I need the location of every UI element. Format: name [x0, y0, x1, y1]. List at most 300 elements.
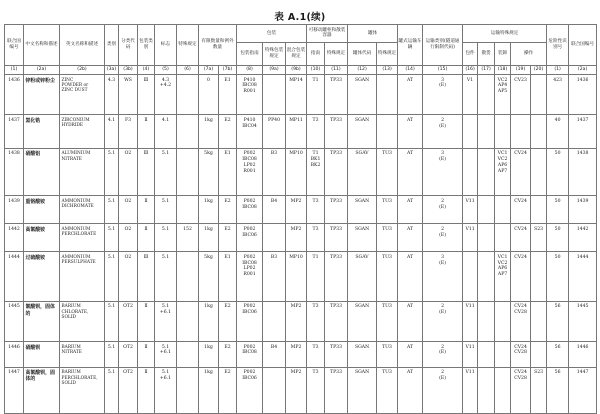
cell-portable-instructions: T3 — [307, 301, 325, 341]
cell-tank-code: SGAN — [348, 75, 377, 115]
cell-un-number-2: 1436 — [569, 75, 597, 115]
cell-spec-loading — [495, 301, 511, 341]
cell-spec-bulk — [478, 252, 495, 302]
cell-portable-instructions: T3 — [307, 224, 325, 252]
cell-chinese-name: 锌粉或锌粉尘 — [24, 75, 60, 115]
cell-spec-operation-a: CV24 CV28 — [511, 342, 531, 368]
header-english-name: 英文名称和描述 — [60, 25, 105, 66]
cell-un-number: 1436 — [5, 75, 24, 115]
cell-spec-operation-a: CV24 CV28 — [511, 367, 531, 413]
cell-portable-special: TP33 — [325, 252, 348, 302]
cell-packing-group: Ⅱ — [138, 367, 155, 413]
cell-labels: 5.1 — [155, 196, 177, 224]
cell-special-provisions — [177, 367, 199, 413]
cell-spec-operation-a: CV23 — [511, 75, 531, 115]
cell-limited-quantity: 1kg — [199, 301, 219, 341]
cell-tank-special: TU3 — [377, 252, 398, 302]
cell-chinese-name: 氢化锆 — [24, 115, 60, 149]
cell-tank-vehicle: AT — [398, 367, 423, 413]
cell-packing-instructions: P410 IBC04 — [237, 115, 263, 149]
column-index: (9b) — [286, 66, 307, 75]
cell-english-name: ALUMINIUM NITRATE — [60, 148, 105, 196]
cell-spec-operation-a: CV24 — [511, 252, 531, 302]
cell-tank-vehicle: AT — [398, 115, 423, 149]
cell-mixed-packing: MP2 — [286, 342, 307, 368]
column-index: (7a) — [199, 66, 219, 75]
cell-hazard-id: 50 — [547, 196, 569, 224]
cell-excepted-quantity: E2 — [219, 115, 237, 149]
cell-special-provisions: 152 — [177, 224, 199, 252]
cell-spec-operation-b: S23 — [531, 224, 547, 252]
cell-tank-special — [377, 115, 398, 149]
cell-portable-special: TP33 — [325, 224, 348, 252]
cell-spec-operation-a: CV24 — [511, 196, 531, 224]
cell-packing-instructions: P410 IBC08 R001 — [237, 75, 263, 115]
cell-hazard-id: 50 — [547, 252, 569, 302]
column-index: (14) — [398, 66, 423, 75]
column-index: (13) — [377, 66, 398, 75]
cell-special-provisions — [177, 75, 199, 115]
header-row-1 — [5, 25, 597, 43]
cell-mixed-packing: MP14 — [286, 75, 307, 115]
cell-excepted-quantity: E2 — [219, 301, 237, 341]
header-mixed-packing: 混合包装规定 — [286, 42, 307, 65]
cell-spec-loading: VC1 VC2 AP6 AP7 — [495, 148, 511, 196]
header-transport-category: 运输类别(隧道通行限制代码) — [423, 25, 463, 66]
cell-class: 5.1 — [105, 342, 119, 368]
cell-tank-special — [377, 75, 398, 115]
column-index: (17) — [478, 66, 495, 75]
cell-special-packing — [263, 367, 286, 413]
cell-portable-special: TP33 — [325, 148, 348, 196]
column-index: (2b) — [60, 66, 105, 75]
cell-packing-group: Ⅱ — [138, 301, 155, 341]
cell-hazard-id: 50 — [547, 148, 569, 196]
table-row — [5, 301, 597, 341]
cell-tank-code: SGAV — [348, 148, 377, 196]
cell-tank-vehicle: AT — [398, 301, 423, 341]
cell-classification-code: F3 — [119, 115, 138, 149]
cell-spec-bulk — [478, 75, 495, 115]
cell-spec-packages: V11 — [463, 301, 478, 341]
cell-chinese-name: 氯酸钡，固体的 — [24, 301, 60, 341]
cell-portable-instructions: T1 — [307, 252, 325, 302]
cell-excepted-quantity: E2 — [219, 224, 237, 252]
header-spec-loading: 装卸 — [495, 42, 511, 65]
header-packaging: 包装 — [237, 25, 307, 43]
cell-english-name: BARIUM PERCHLORATE, SOLID — [60, 367, 105, 413]
cell-class: 5.1 — [105, 196, 119, 224]
cell-special-packing: B4 — [263, 196, 286, 224]
cell-portable-instructions: T3 — [307, 196, 325, 224]
cell-un-number-2: 1442 — [569, 224, 597, 252]
header-spec-operation: 操作 — [511, 42, 547, 65]
cell-mixed-packing: MP2 — [286, 224, 307, 252]
column-index: (5) — [155, 66, 177, 75]
table-row — [5, 115, 597, 149]
column-index: (10) — [307, 66, 325, 75]
cell-tank-code: SGAN — [348, 196, 377, 224]
column-index: (19) — [511, 66, 531, 75]
header-classification-code: 分类代码 — [119, 25, 138, 66]
cell-excepted-quantity: E1 — [219, 252, 237, 302]
cell-portable-special: TP33 — [325, 196, 348, 224]
column-index: (3a) — [105, 66, 119, 75]
cell-tank-special: TU3 — [377, 342, 398, 368]
column-index: (6) — [177, 66, 199, 75]
cell-un-number-2: 1445 — [569, 301, 597, 341]
cell-packing-group: Ⅲ — [138, 75, 155, 115]
cell-spec-packages: V1 — [463, 75, 478, 115]
cell-special-packing — [263, 75, 286, 115]
header-hazard-id: 危险性识别号 — [547, 25, 569, 66]
cell-limited-quantity: 5kg — [199, 148, 219, 196]
cell-spec-bulk — [478, 342, 495, 368]
table-row — [5, 342, 597, 368]
cell-excepted-quantity: E2 — [219, 196, 237, 224]
table-row — [5, 367, 597, 413]
cell-un-number-2: 1439 — [569, 196, 597, 224]
table-title: 表 A.1(续) — [274, 12, 326, 23]
table-row — [5, 75, 597, 115]
header-tank-vehicle: 罐式运输车辆 — [398, 25, 423, 66]
cell-tank-special: TU3 — [377, 301, 398, 341]
cell-class: 4.3 — [105, 75, 119, 115]
cell-un-number: 1437 — [5, 115, 24, 149]
cell-un-number-2: 1438 — [569, 148, 597, 196]
cell-tank-code: SGAV — [348, 252, 377, 302]
cell-special-provisions — [177, 196, 199, 224]
cell-classification-code: OT2 — [119, 301, 138, 341]
cell-class: 5.1 — [105, 301, 119, 341]
column-index-row — [5, 66, 597, 75]
cell-portable-instructions: T1 BK1 BK2 — [307, 148, 325, 196]
cell-tank-special: TU3 — [377, 367, 398, 413]
header-labels: 标志 — [155, 25, 177, 66]
header-portable-instructions: 指南 — [307, 42, 325, 65]
cell-tank-vehicle: AT — [398, 342, 423, 368]
cell-special-provisions — [177, 148, 199, 196]
cell-chinese-name: 重铬酸铵 — [24, 196, 60, 224]
cell-hazard-id: 56 — [547, 342, 569, 368]
cell-chinese-name: 高氯酸铵 — [24, 224, 60, 252]
header-special-provisions: 特殊规定 — [177, 25, 199, 66]
cell-spec-operation-b — [531, 75, 547, 115]
cell-limited-quantity: 1kg — [199, 115, 219, 149]
cell-spec-bulk — [478, 224, 495, 252]
cell-spec-loading — [495, 367, 511, 413]
cell-spec-operation-b — [531, 301, 547, 341]
cell-special-provisions — [177, 115, 199, 149]
cell-limited-quantity: 1kg — [199, 367, 219, 413]
cell-un-number: 1444 — [5, 252, 24, 302]
cell-special-provisions — [177, 252, 199, 302]
cell-transport-category: 2 (E) — [423, 224, 463, 252]
cell-english-name: AMMONIUM PERSULPHATE — [60, 252, 105, 302]
cell-tank-vehicle: AT — [398, 252, 423, 302]
cell-english-name: BARIUM NITRATE — [60, 342, 105, 368]
header-portable-tanks: 可移动罐柜和散装容器 — [307, 25, 348, 43]
cell-spec-operation-b — [531, 252, 547, 302]
cell-tank-special: TU3 — [377, 196, 398, 224]
cell-classification-code: O2 — [119, 196, 138, 224]
cell-packing-group: Ⅱ — [138, 196, 155, 224]
cell-special-packing — [263, 301, 286, 341]
cell-transport-category: 2 (E) — [423, 367, 463, 413]
cell-special-provisions — [177, 342, 199, 368]
header-limited-quantities: 有限数量和例外数量 — [199, 25, 237, 66]
cell-class: 5.1 — [105, 148, 119, 196]
cell-mixed-packing: MP10 — [286, 252, 307, 302]
cell-transport-category: 2 (E) — [423, 115, 463, 149]
cell-spec-operation-a: CV24 — [511, 148, 531, 196]
cell-packing-instructions: P002 IBC06 — [237, 301, 263, 341]
cell-special-packing: B3 — [263, 148, 286, 196]
cell-spec-operation-b — [531, 115, 547, 149]
cell-mixed-packing: MP2 — [286, 367, 307, 413]
cell-spec-bulk — [478, 115, 495, 149]
column-index: (11) — [325, 66, 348, 75]
cell-class: 4.1 — [105, 115, 119, 149]
cell-special-provisions — [177, 301, 199, 341]
cell-special-packing: B4 — [263, 342, 286, 368]
cell-packing-group: Ⅱ — [138, 224, 155, 252]
cell-tank-special: TU3 — [377, 224, 398, 252]
cell-chinese-name: 高氯酸钡，固体的 — [24, 367, 60, 413]
cell-excepted-quantity: E1 — [219, 75, 237, 115]
cell-spec-bulk — [478, 148, 495, 196]
cell-limited-quantity: 1kg — [199, 196, 219, 224]
cell-english-name: ZINC POWDER or ZINC DUST — [60, 75, 105, 115]
cell-spec-loading: VC1 VC2 AP6 AP7 — [495, 252, 511, 302]
cell-classification-code: O2 — [119, 148, 138, 196]
header-special-packing: 特殊包装规定 — [263, 42, 286, 65]
cell-spec-operation-b — [531, 342, 547, 368]
column-index: (15) — [423, 66, 463, 75]
cell-spec-operation-b: S23 — [531, 367, 547, 413]
header-tank-code: 罐体代码 — [348, 42, 377, 65]
cell-spec-operation-b — [531, 148, 547, 196]
cell-hazard-id: 40 — [547, 115, 569, 149]
cell-un-number: 1446 — [5, 342, 24, 368]
cell-tank-code: SGAN — [348, 342, 377, 368]
cell-spec-operation-a: CV24 — [511, 224, 531, 252]
cell-mixed-packing: MP2 — [286, 301, 307, 341]
cell-classification-code: WS — [119, 75, 138, 115]
cell-labels: 5.1 — [155, 252, 177, 302]
cell-limited-quantity: 0 — [199, 75, 219, 115]
cell-special-packing: B3 — [263, 252, 286, 302]
column-index: (1) — [547, 66, 569, 75]
cell-classification-code: OT2 — [119, 367, 138, 413]
cell-tank-code: SGAN — [348, 224, 377, 252]
cell-packing-instructions: P002 IBC08 — [237, 196, 263, 224]
cell-classification-code: O2 — [119, 224, 138, 252]
header-class: 类别 — [105, 25, 119, 66]
cell-spec-packages: V11 — [463, 196, 478, 224]
cell-class: 5.1 — [105, 367, 119, 413]
column-index: (1) — [5, 66, 24, 75]
header-un-number: 联合国编号 — [5, 25, 24, 66]
cell-spec-packages: V11 — [463, 342, 478, 368]
column-index: (2a) — [569, 66, 597, 75]
cell-packing-group: Ⅲ — [138, 252, 155, 302]
header-spec-bulk: 散货 — [478, 42, 495, 65]
column-index: (3b) — [119, 66, 138, 75]
cell-class: 5.1 — [105, 252, 119, 302]
cell-special-packing: PP40 — [263, 115, 286, 149]
header-tanks: 罐体 — [348, 25, 398, 43]
cell-transport-category: 3 (E) — [423, 148, 463, 196]
cell-limited-quantity: 1kg — [199, 342, 219, 368]
cell-packing-instructions: P002 IBC06 — [237, 224, 263, 252]
header-chinese-name: 中文名称和描述 — [24, 25, 60, 66]
cell-transport-category: 2 (E) — [423, 342, 463, 368]
header-packing-instructions: 包装指南 — [237, 42, 263, 65]
cell-labels: 5.1 +6.1 — [155, 301, 177, 341]
cell-un-number-2: 1447 — [569, 367, 597, 413]
cell-hazard-id: 56 — [547, 301, 569, 341]
cell-portable-instructions: T3 — [307, 367, 325, 413]
cell-mixed-packing: MP11 — [286, 115, 307, 149]
cell-hazard-id: 423 — [547, 75, 569, 115]
cell-chinese-name: 硝酸钡 — [24, 342, 60, 368]
table-row — [5, 252, 597, 302]
dangerous-goods-table — [4, 24, 597, 414]
cell-portable-special: TP33 — [325, 342, 348, 368]
cell-portable-instructions: T1 — [307, 75, 325, 115]
cell-un-number: 1445 — [5, 301, 24, 341]
cell-spec-loading — [495, 196, 511, 224]
cell-spec-loading — [495, 115, 511, 149]
cell-packing-group: Ⅱ — [138, 115, 155, 149]
cell-spec-loading — [495, 342, 511, 368]
cell-spec-bulk — [478, 367, 495, 413]
cell-portable-special: TP33 — [325, 367, 348, 413]
header-portable-special: 特殊规定 — [325, 42, 348, 65]
cell-portable-instructions: T3 — [307, 115, 325, 149]
cell-transport-category: 3 (E) — [423, 75, 463, 115]
cell-spec-bulk — [478, 301, 495, 341]
cell-spec-packages — [463, 148, 478, 196]
cell-packing-group: Ⅱ — [138, 342, 155, 368]
cell-tank-vehicle: AT — [398, 196, 423, 224]
cell-spec-operation-b — [531, 196, 547, 224]
cell-labels: 5.1 — [155, 224, 177, 252]
cell-portable-instructions: T3 — [307, 342, 325, 368]
column-index: (20) — [531, 66, 547, 75]
column-index: (18) — [495, 66, 511, 75]
cell-spec-operation-a — [511, 115, 531, 149]
column-index: (4) — [138, 66, 155, 75]
column-index: (2a) — [24, 66, 60, 75]
cell-english-name: ZIRCONIUM HYDRIDE — [60, 115, 105, 149]
column-index: (16) — [463, 66, 478, 75]
table-row — [5, 224, 597, 252]
cell-english-name: BARIUM CHLORATE, SOLID — [60, 301, 105, 341]
cell-hazard-id: 50 — [547, 224, 569, 252]
cell-spec-packages: V11 — [463, 367, 478, 413]
cell-labels: 4.1 — [155, 115, 177, 149]
cell-labels: 4.3 +4.2 — [155, 75, 177, 115]
header-tank-special: 特殊规定 — [377, 42, 398, 65]
cell-tank-vehicle: AT — [398, 224, 423, 252]
cell-english-name: AMMONIUM DICHROMATE — [60, 196, 105, 224]
cell-labels: 5.1 +6.1 — [155, 342, 177, 368]
cell-spec-loading: VC2 AP4 AP5 — [495, 75, 511, 115]
cell-special-packing — [263, 224, 286, 252]
cell-un-number: 1447 — [5, 367, 24, 413]
cell-limited-quantity: 1kg — [199, 224, 219, 252]
cell-portable-special: TP33 — [325, 115, 348, 149]
cell-un-number-2: 1446 — [569, 342, 597, 368]
header-un-number-2: 联合国编号 — [569, 25, 597, 66]
cell-class: 5.1 — [105, 224, 119, 252]
cell-packing-instructions: P002 IBC08 LP02 R001 — [237, 252, 263, 302]
column-index: (8) — [237, 66, 263, 75]
cell-un-number-2: 1444 — [569, 252, 597, 302]
cell-classification-code: O2 — [119, 252, 138, 302]
cell-un-number: 1439 — [5, 196, 24, 224]
cell-limited-quantity: 5kg — [199, 252, 219, 302]
cell-hazard-id: 56 — [547, 367, 569, 413]
cell-spec-packages — [463, 115, 478, 149]
cell-tank-vehicle: AT — [398, 148, 423, 196]
table-row — [5, 148, 597, 196]
cell-labels: 5.1 +6.1 — [155, 367, 177, 413]
cell-spec-packages — [463, 252, 478, 302]
cell-spec-bulk — [478, 196, 495, 224]
cell-transport-category: 2 (E) — [423, 196, 463, 224]
header-spec-packages: 包件 — [463, 42, 478, 65]
cell-chinese-name: 过硫酸铵 — [24, 252, 60, 302]
cell-portable-special: TP33 — [325, 75, 348, 115]
cell-packing-instructions: P002 IBC08 LP02 R001 — [237, 148, 263, 196]
cell-chinese-name: 硝酸铝 — [24, 148, 60, 196]
cell-excepted-quantity: E1 — [219, 148, 237, 196]
cell-tank-vehicle: AT — [398, 75, 423, 115]
cell-spec-packages: V11 — [463, 224, 478, 252]
cell-packing-instructions: P002 IBC08 — [237, 342, 263, 368]
header-special-transport: 运输特殊规定 — [463, 25, 547, 43]
cell-tank-code: SGAN — [348, 115, 377, 149]
cell-labels: 5.1 — [155, 148, 177, 196]
cell-spec-operation-a: CV24 CV28 — [511, 301, 531, 341]
cell-spec-loading — [495, 224, 511, 252]
cell-un-number-2: 1437 — [569, 115, 597, 149]
cell-english-name: AMMONIUM PERCHLORATE — [60, 224, 105, 252]
cell-tank-special: TU3 — [377, 148, 398, 196]
cell-packing-instructions: P002 IBC06 — [237, 367, 263, 413]
cell-excepted-quantity: E2 — [219, 342, 237, 368]
cell-classification-code: OT2 — [119, 342, 138, 368]
table-row — [5, 196, 597, 224]
header-packing-group: 包装类别 — [138, 25, 155, 66]
cell-tank-code: SGAN — [348, 301, 377, 341]
cell-mixed-packing: MP10 — [286, 148, 307, 196]
cell-un-number: 1442 — [5, 224, 24, 252]
cell-transport-category: 2 (E) — [423, 301, 463, 341]
cell-transport-category: 3 (E) — [423, 252, 463, 302]
column-index: (12) — [348, 66, 377, 75]
cell-mixed-packing: MP2 — [286, 196, 307, 224]
cell-portable-special: TP33 — [325, 301, 348, 341]
column-index: (7b) — [219, 66, 237, 75]
cell-tank-code: SGAN — [348, 367, 377, 413]
column-index: (9a) — [263, 66, 286, 75]
cell-excepted-quantity: E2 — [219, 367, 237, 413]
cell-un-number: 1438 — [5, 148, 24, 196]
